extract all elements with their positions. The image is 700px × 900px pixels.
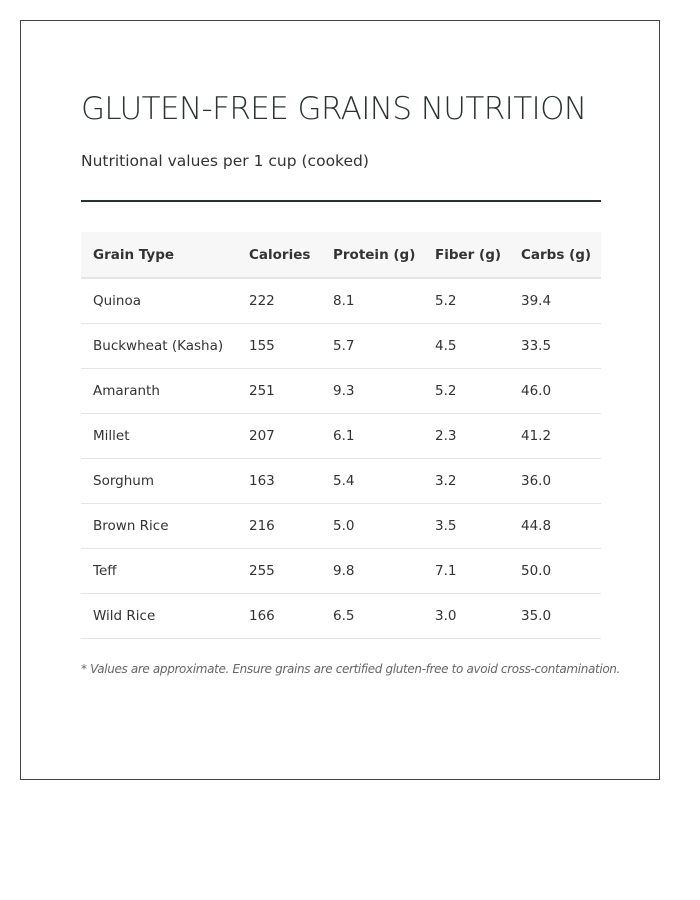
- cell-calories: 166: [237, 594, 321, 639]
- page-title: GLUTEN-FREE GRAINS NUTRITION: [81, 91, 587, 127]
- cell-fiber: 5.2: [423, 278, 509, 324]
- cell-carbs: 50.0: [509, 549, 601, 594]
- cell-protein: 6.1: [321, 414, 423, 459]
- cell-calories: 255: [237, 549, 321, 594]
- cell-grain-type: Sorghum: [81, 459, 237, 504]
- column-header-calories: Calories: [237, 232, 321, 278]
- cell-carbs: 35.0: [509, 594, 601, 639]
- cell-protein: 5.0: [321, 504, 423, 549]
- cell-fiber: 2.3: [423, 414, 509, 459]
- cell-carbs: 44.8: [509, 504, 601, 549]
- table-row: [81, 369, 601, 414]
- footnote: * Values are approximate. Ensure grains are certified gluten-free to avoid cross-contamination.: [81, 662, 621, 676]
- cell-fiber: 5.2: [423, 369, 509, 414]
- cell-fiber: 3.2: [423, 459, 509, 504]
- cell-calories: 216: [237, 504, 321, 549]
- cell-grain-type: Buckwheat (Kasha): [81, 324, 237, 369]
- nutrition-card: [20, 20, 660, 780]
- cell-protein: 9.8: [321, 549, 423, 594]
- table-row: [81, 278, 601, 324]
- cell-grain-type: Teff: [81, 549, 237, 594]
- cell-protein: 6.5: [321, 594, 423, 639]
- table-row: [81, 324, 601, 369]
- cell-carbs: 36.0: [509, 459, 601, 504]
- cell-grain-type: Brown Rice: [81, 504, 237, 549]
- cell-carbs: 41.2: [509, 414, 601, 459]
- cell-protein: 9.3: [321, 369, 423, 414]
- cell-carbs: 46.0: [509, 369, 601, 414]
- cell-protein: 5.4: [321, 459, 423, 504]
- table-row: [81, 459, 601, 504]
- cell-calories: 207: [237, 414, 321, 459]
- table-row: [81, 414, 601, 459]
- cell-fiber: 3.0: [423, 594, 509, 639]
- table-header-row: [81, 232, 601, 278]
- nutrition-table: [81, 232, 601, 639]
- cell-fiber: 4.5: [423, 324, 509, 369]
- cell-grain-type: Amaranth: [81, 369, 237, 414]
- table-row: [81, 504, 601, 549]
- page-subtitle: Nutritional values per 1 cup (cooked): [81, 152, 369, 170]
- table-row: [81, 594, 601, 639]
- cell-grain-type: Wild Rice: [81, 594, 237, 639]
- column-header-grain-type: Grain Type: [81, 232, 237, 278]
- cell-calories: 222: [237, 278, 321, 324]
- cell-fiber: 7.1: [423, 549, 509, 594]
- cell-calories: 251: [237, 369, 321, 414]
- cell-carbs: 39.4: [509, 278, 601, 324]
- cell-fiber: 3.5: [423, 504, 509, 549]
- cell-protein: 5.7: [321, 324, 423, 369]
- title-divider: [81, 200, 601, 202]
- cell-protein: 8.1: [321, 278, 423, 324]
- cell-calories: 155: [237, 324, 321, 369]
- card-content: [81, 89, 621, 676]
- cell-grain-type: Millet: [81, 414, 237, 459]
- table-row: [81, 549, 601, 594]
- cell-calories: 163: [237, 459, 321, 504]
- cell-carbs: 33.5: [509, 324, 601, 369]
- column-header-fiber: Fiber (g): [423, 232, 509, 278]
- cell-grain-type: Quinoa: [81, 278, 237, 324]
- column-header-protein: Protein (g): [321, 232, 423, 278]
- column-header-carbs: Carbs (g): [509, 232, 601, 278]
